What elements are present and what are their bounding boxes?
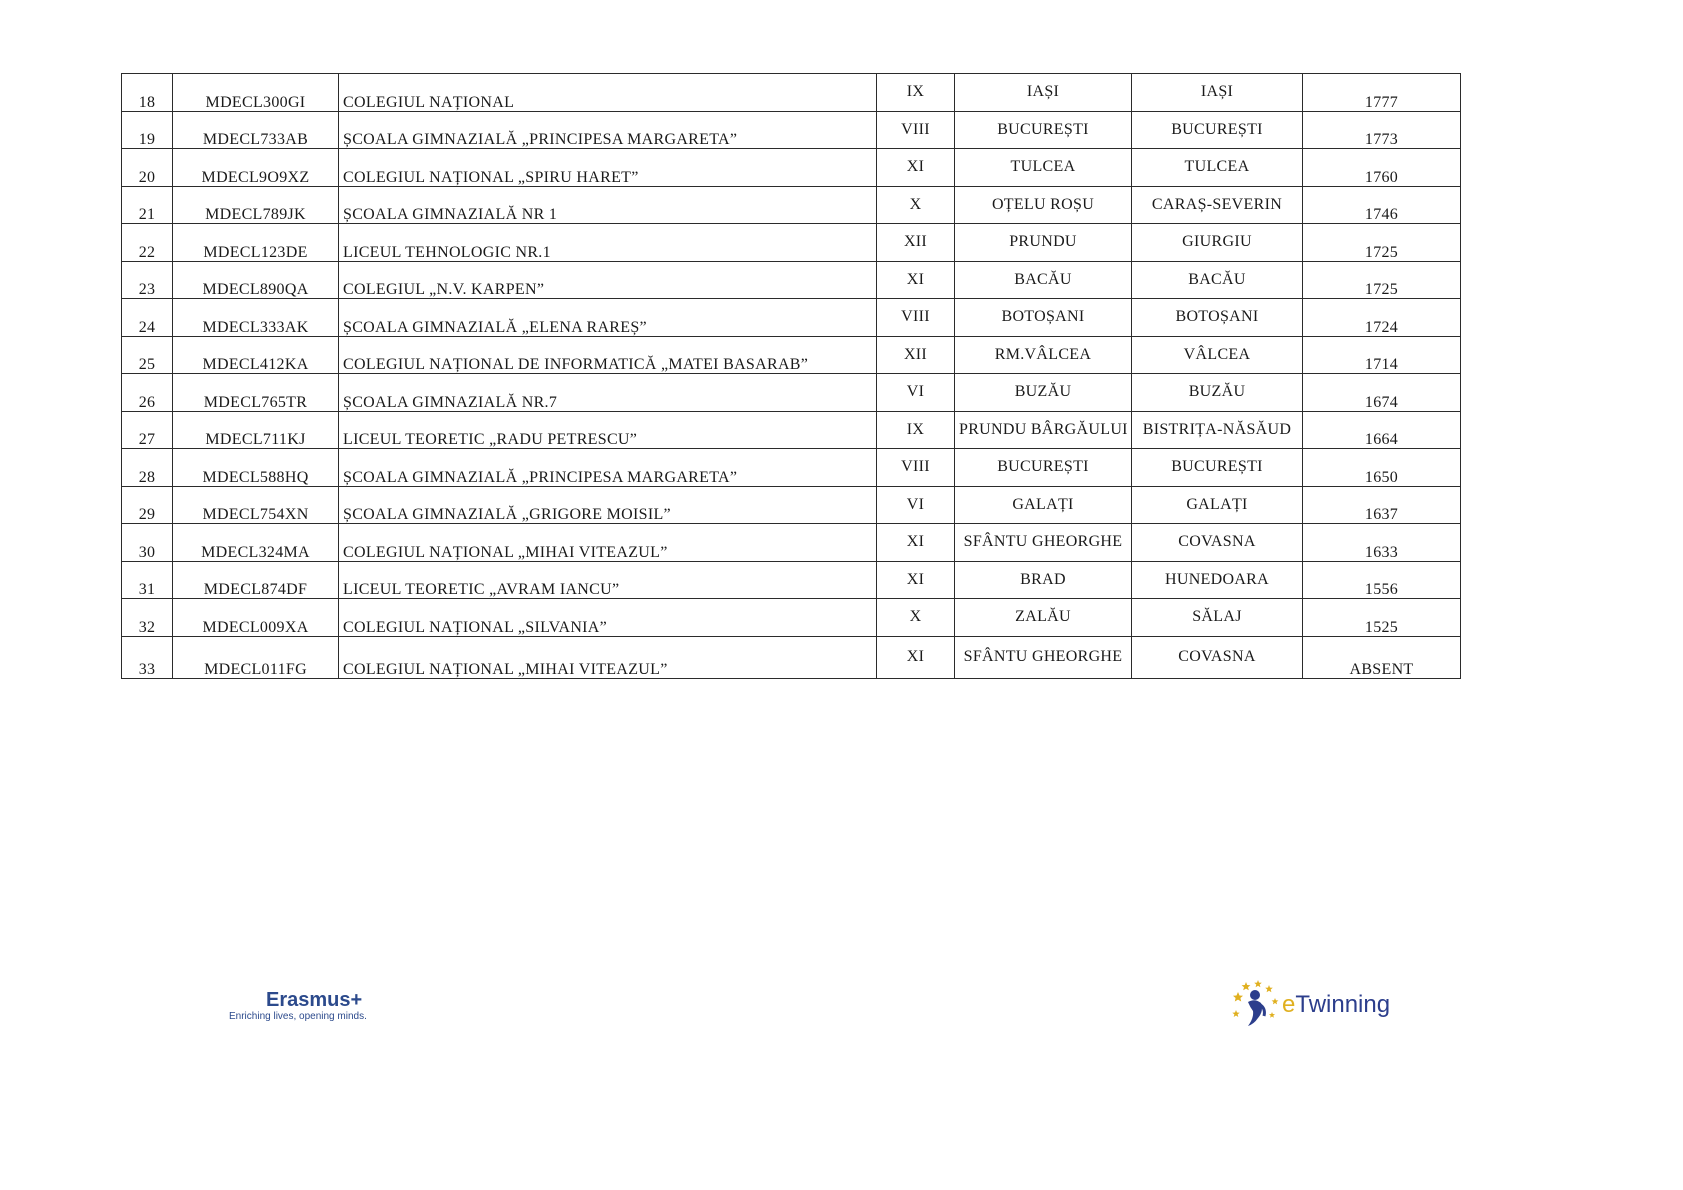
etwinning-logo-prefix: e [1282,991,1296,1018]
cell-county: TULCEA [1132,149,1303,187]
cell-nr: 20 [122,149,173,187]
cell-score: 1674 [1303,374,1461,412]
cell-city: BACĂU [955,261,1132,299]
cell-score: 1725 [1303,224,1461,262]
cell-school: ȘCOALA GIMNAZIALĂ „PRINCIPESA MARGARETA” [339,449,877,487]
cell-grade: XI [877,261,955,299]
cell-grade: VI [877,486,955,524]
cell-city: ZALĂU [955,599,1132,637]
cell-city: BUCUREȘTI [955,449,1132,487]
cell-nr: 27 [122,411,173,449]
cell-school: LICEUL TEHNOLOGIC NR.1 [339,224,877,262]
cell-county: COVASNA [1132,636,1303,678]
cell-nr: 31 [122,561,173,599]
table-row [122,74,1461,112]
table-row [122,486,1461,524]
cell-code: MDECL874DF [173,561,339,599]
cell-school: COLEGIUL NAȚIONAL „MIHAI VITEAZUL” [339,524,877,562]
cell-nr: 22 [122,224,173,262]
cell-score: 1724 [1303,299,1461,337]
cell-grade: VIII [877,111,955,149]
cell-grade: IX [877,74,955,112]
cell-score: 1650 [1303,449,1461,487]
results-table-body [122,74,1461,679]
cell-city: SFÂNTU GHEORGHE [955,636,1132,678]
cell-score: 1773 [1303,111,1461,149]
cell-county: IAȘI [1132,74,1303,112]
cell-score: 1664 [1303,411,1461,449]
cell-grade: XI [877,561,955,599]
cell-code: MDECL009XA [173,599,339,637]
cell-school: ȘCOALA GIMNAZIALĂ „PRINCIPESA MARGARETA” [339,111,877,149]
cell-county: GIURGIU [1132,224,1303,262]
cell-grade: XI [877,636,955,678]
table-row [122,224,1461,262]
cell-nr: 28 [122,449,173,487]
cell-score: 1633 [1303,524,1461,562]
cell-city: RM.VÂLCEA [955,336,1132,374]
cell-score: 1746 [1303,186,1461,224]
cell-nr: 21 [122,186,173,224]
table-row [122,186,1461,224]
cell-score: 1525 [1303,599,1461,637]
cell-county: GALAȚI [1132,486,1303,524]
cell-county: BUCUREȘTI [1132,111,1303,149]
cell-nr: 29 [122,486,173,524]
cell-school: ȘCOALA GIMNAZIALĂ „GRIGORE MOISIL” [339,486,877,524]
erasmus-logo-tagline: Enriching lives, opening minds. [229,1011,367,1022]
cell-nr: 30 [122,524,173,562]
table-row [122,636,1461,678]
cell-nr: 26 [122,374,173,412]
cell-code: MDECL711KJ [173,411,339,449]
cell-nr: 18 [122,74,173,112]
cell-code: MDECL9O9XZ [173,149,339,187]
cell-city: GALAȚI [955,486,1132,524]
table-row [122,561,1461,599]
cell-score: 1714 [1303,336,1461,374]
etwinning-logo-wordmark [1282,991,1390,1019]
cell-county: COVASNA [1132,524,1303,562]
cell-nr: 33 [122,636,173,678]
cell-score: ABSENT [1303,636,1461,678]
erasmus-logo-name: Erasmus+ [266,989,363,1011]
cell-code: MDECL588HQ [173,449,339,487]
table-row [122,599,1461,637]
cell-grade: IX [877,411,955,449]
table-row [122,299,1461,337]
cell-city: OȚELU ROȘU [955,186,1132,224]
cell-score: 1760 [1303,149,1461,187]
cell-grade: VIII [877,299,955,337]
table-row [122,336,1461,374]
cell-code: MDECL890QA [173,261,339,299]
cell-school: COLEGIUL NAȚIONAL [339,74,877,112]
cell-school: COLEGIUL NAȚIONAL „SPIRU HARET” [339,149,877,187]
table-row [122,411,1461,449]
cell-grade: X [877,186,955,224]
cell-city: PRUNDU [955,224,1132,262]
cell-nr: 19 [122,111,173,149]
table-row [122,111,1461,149]
cell-city: BUCUREȘTI [955,111,1132,149]
cell-score: 1777 [1303,74,1461,112]
cell-school: LICEUL TEORETIC „AVRAM IANCU” [339,561,877,599]
cell-grade: X [877,599,955,637]
cell-code: MDECL765TR [173,374,339,412]
cell-code: MDECL123DE [173,224,339,262]
table-row [122,261,1461,299]
table-row [122,149,1461,187]
cell-code: MDECL412KA [173,336,339,374]
cell-county: HUNEDOARA [1132,561,1303,599]
etwinning-stars-icon [1228,978,1284,1030]
cell-grade: XI [877,524,955,562]
cell-county: VÂLCEA [1132,336,1303,374]
cell-code: MDECL333AK [173,299,339,337]
cell-county: BISTRIȚA-NĂSĂUD [1132,411,1303,449]
cell-county: BUZĂU [1132,374,1303,412]
cell-county: SĂLAJ [1132,599,1303,637]
cell-nr: 32 [122,599,173,637]
cell-nr: 25 [122,336,173,374]
table-row [122,374,1461,412]
cell-city: BUZĂU [955,374,1132,412]
cell-school: COLEGIUL NAȚIONAL „SILVANIA” [339,599,877,637]
cell-county: BOTOȘANI [1132,299,1303,337]
cell-school: ȘCOALA GIMNAZIALĂ NR 1 [339,186,877,224]
cell-school: COLEGIUL NAȚIONAL „MIHAI VITEAZUL” [339,636,877,678]
cell-city: IAȘI [955,74,1132,112]
erasmus-logo [229,989,367,1023]
cell-grade: XII [877,336,955,374]
table-row [122,449,1461,487]
cell-school: ȘCOALA GIMNAZIALĂ NR.7 [339,374,877,412]
cell-grade: VI [877,374,955,412]
cell-code: MDECL754XN [173,486,339,524]
cell-nr: 23 [122,261,173,299]
cell-grade: XI [877,149,955,187]
cell-code: MDECL733AB [173,111,339,149]
cell-score: 1725 [1303,261,1461,299]
cell-city: BOTOȘANI [955,299,1132,337]
cell-county: BACĂU [1132,261,1303,299]
etwinning-logo-name: Twinning [1295,991,1391,1018]
cell-score: 1556 [1303,561,1461,599]
cell-code: MDECL011FG [173,636,339,678]
cell-code: MDECL789JK [173,186,339,224]
results-table [121,73,1461,679]
cell-city: PRUNDU BÂRGĂULUI [955,411,1132,449]
cell-city: SFÂNTU GHEORGHE [955,524,1132,562]
cell-school: COLEGIUL NAȚIONAL DE INFORMATICĂ „MATEI BASARAB” [339,336,877,374]
cell-school: COLEGIUL „N.V. KARPEN” [339,261,877,299]
cell-county: BUCUREȘTI [1132,449,1303,487]
table-row [122,524,1461,562]
cell-code: MDECL300GI [173,74,339,112]
cell-code: MDECL324MA [173,524,339,562]
cell-score: 1637 [1303,486,1461,524]
cell-nr: 24 [122,299,173,337]
cell-county: CARAȘ-SEVERIN [1132,186,1303,224]
cell-grade: XII [877,224,955,262]
cell-city: BRAD [955,561,1132,599]
cell-grade: VIII [877,449,955,487]
cell-school: ȘCOALA GIMNAZIALĂ „ELENA RAREȘ” [339,299,877,337]
cell-school: LICEUL TEORETIC „RADU PETRESCU” [339,411,877,449]
etwinning-logo [1228,978,1390,1030]
cell-city: TULCEA [955,149,1132,187]
